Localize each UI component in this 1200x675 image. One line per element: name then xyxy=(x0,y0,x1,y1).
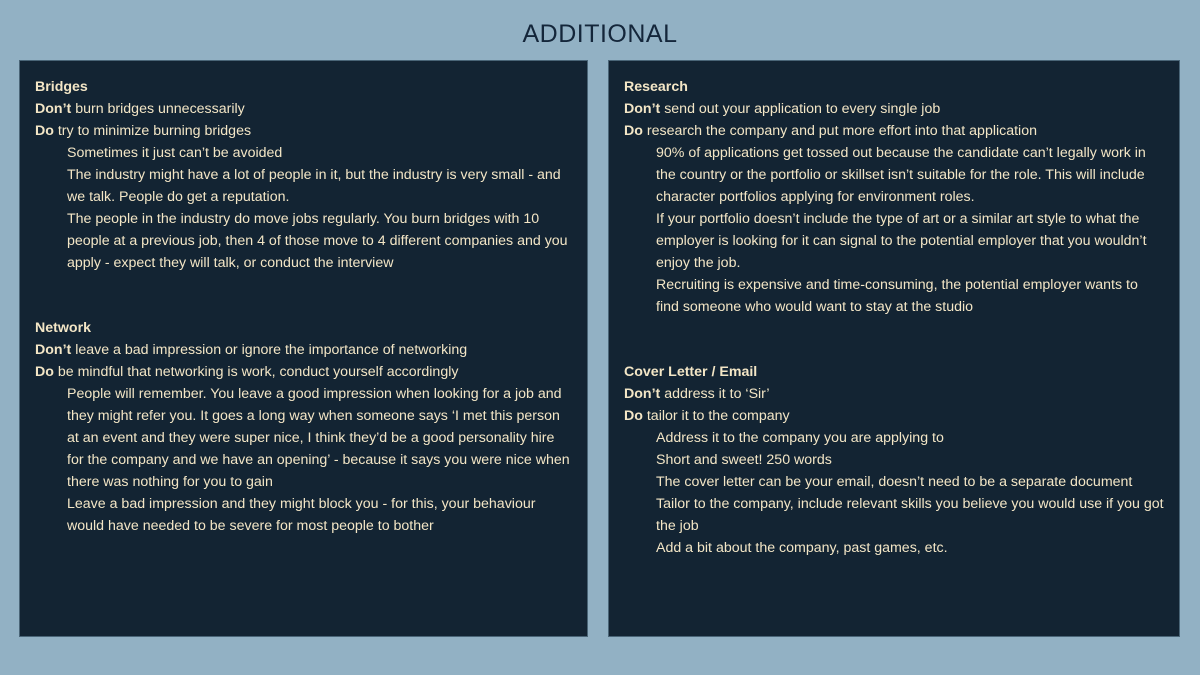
dont-keyword: Don’t xyxy=(35,101,72,117)
bullet-text: If your portfolio doesn’t include the type of art or a similar art style to what the employer is looking for it can signal to the potential employer that you wouldn’t enjoy the job. xyxy=(656,211,1147,271)
dont-keyword: Don’t xyxy=(35,342,72,358)
do-rule xyxy=(35,120,572,142)
dont-rule xyxy=(624,383,1164,405)
bullet-text: Add a bit about the company, past games, etc. xyxy=(656,540,948,556)
section-research xyxy=(624,76,1164,318)
dont-keyword: Don’t xyxy=(624,101,661,117)
slide-title: ADDITIONAL xyxy=(522,20,678,48)
dont-text: burn bridges unnecessarily xyxy=(71,101,245,117)
bullet-text: Tailor to the company, include relevant skills you believe you would use if you got the job xyxy=(656,496,1164,534)
section-title: Bridges xyxy=(35,79,88,95)
section-title: Research xyxy=(624,79,688,95)
dont-text: leave a bad impression or ignore the importance of networking xyxy=(71,342,468,358)
right-panel xyxy=(608,60,1180,637)
section-title: Cover Letter / Email xyxy=(624,364,758,380)
dont-text: send out your application to every single job xyxy=(660,101,941,117)
bullet-text: Short and sweet! 250 words xyxy=(656,452,832,468)
do-keyword: Do xyxy=(35,364,54,380)
do-keyword: Do xyxy=(624,408,643,424)
dont-text: address it to ‘Sir’ xyxy=(660,386,770,402)
bullet-text: Leave a bad impression and they might block you - for this, your behaviour would have needed to be severe for most people to bother xyxy=(67,496,536,534)
do-text: research the company and put more effort into that application xyxy=(642,123,1037,139)
do-rule xyxy=(624,120,1164,142)
dont-rule xyxy=(35,339,572,361)
do-text: try to minimize burning bridges xyxy=(53,123,252,139)
bullet-text: People will remember. You leave a good impression when looking for a job and they might refer you. It goes a long way when someone says ‘I met this person at an event and they were super nice, I think they’d be a good personality hire for the company and we have an opening’ - because it says you were nice when there was nothing for you to gain xyxy=(67,386,570,490)
section-network xyxy=(35,317,572,537)
bullet-text: The people in the industry do move jobs regularly. You burn bridges with 10 people at a previous job, then 4 of those move to 4 different companies and you apply - expect they will talk, or conduct the interview xyxy=(67,211,568,271)
do-rule xyxy=(35,361,572,383)
do-rule xyxy=(624,405,1164,427)
do-text: tailor it to the company xyxy=(642,408,790,424)
dont-rule xyxy=(624,98,1164,120)
section-cover-letter xyxy=(624,361,1164,559)
bullet-text: The industry might have a lot of people in it, but the industry is very small - and we talk. People do get a reputation. xyxy=(67,167,561,205)
do-keyword: Do xyxy=(624,123,643,139)
left-panel xyxy=(19,60,588,637)
do-keyword: Do xyxy=(35,123,54,139)
do-text: be mindful that networking is work, conduct yourself accordingly xyxy=(53,364,459,380)
bullet-text: Sometimes it just can’t be avoided xyxy=(67,145,283,161)
section-title: Network xyxy=(35,320,91,336)
bullet-text: Address it to the company you are applying to xyxy=(656,430,944,446)
dont-rule xyxy=(35,98,572,120)
dont-keyword: Don’t xyxy=(624,386,661,402)
bullet-text: The cover letter can be your email, doesn’t need to be a separate document xyxy=(656,474,1133,490)
bullet-text: 90% of applications get tossed out because the candidate can’t legally work in the country or the portfolio or skillset isn’t suitable for the role. This will include character portfolios applying for environment roles. xyxy=(656,145,1146,205)
bullet-text: Recruiting is expensive and time-consuming, the potential employer wants to find someone who would want to stay at the studio xyxy=(656,277,1138,315)
section-bridges xyxy=(35,76,572,274)
